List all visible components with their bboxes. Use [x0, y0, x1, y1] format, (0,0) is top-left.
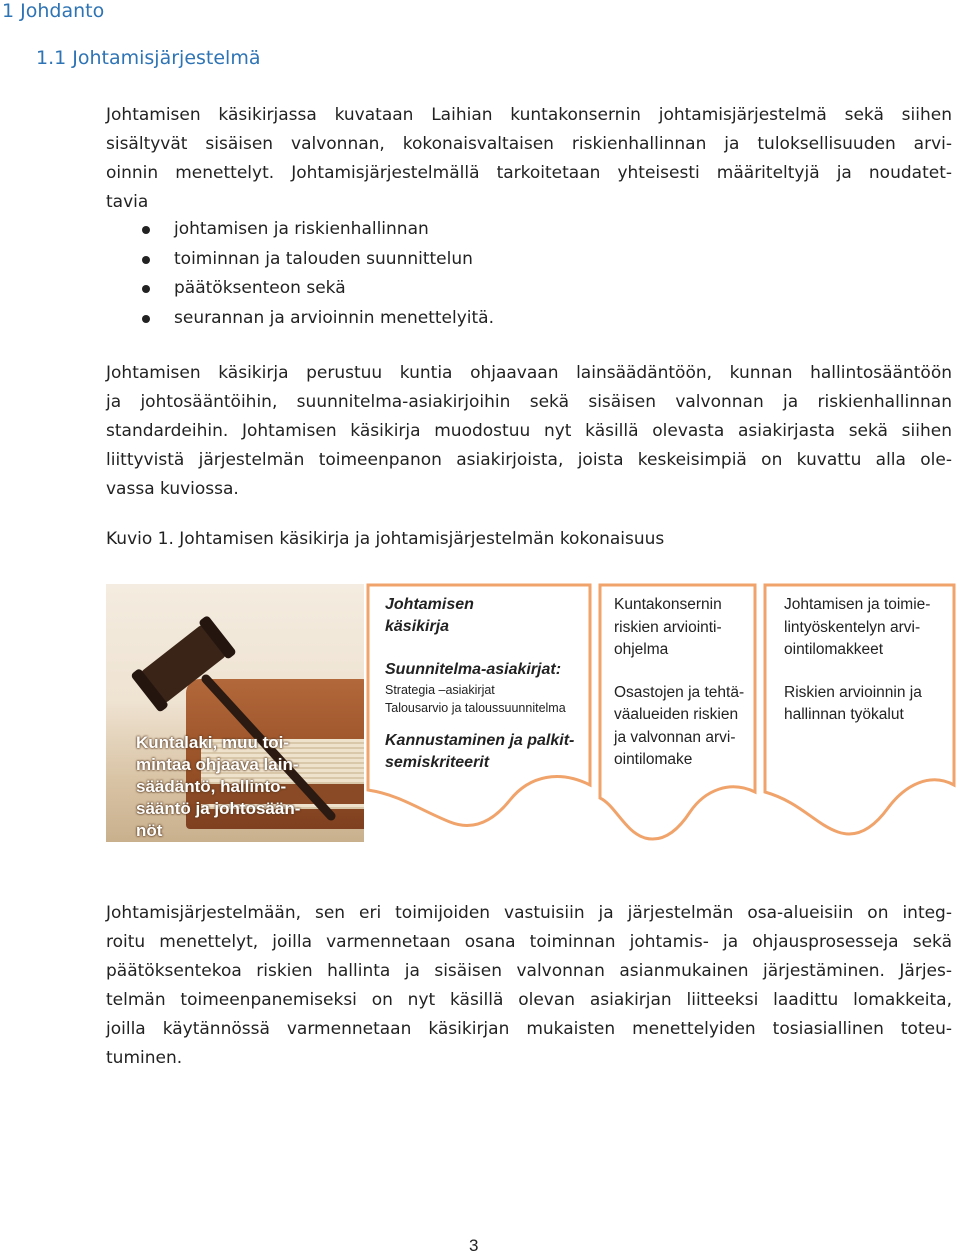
bullet-list [106, 215, 494, 333]
text-line: vassa kuviossa. [106, 479, 239, 499]
text-line: sääntö ja johtosään- [136, 799, 301, 818]
text-line: tavia [106, 192, 149, 212]
text-line: Strategia –asiakirjat [385, 683, 495, 697]
handbook-column [385, 594, 585, 774]
incentive-heading [385, 730, 585, 774]
intro-paragraph [106, 101, 952, 217]
text-line: Kannustaminen ja palkit- [385, 732, 575, 749]
risk-tools [784, 682, 952, 727]
text-line: Johtamisen ja toimie- [784, 596, 931, 613]
list-item: toiminnan ja talouden suunnittelun [106, 245, 494, 275]
implementation-paragraph [106, 899, 952, 1073]
list-item: johtamisen ja riskienhallinnan [106, 215, 494, 245]
figure-caption: Kuvio 1. Johtamisen käsikirja ja johtamisjärjestelmän kokonaisuus [106, 529, 665, 549]
text-line: hallinnan työkalut [784, 706, 904, 723]
text-line: Osastojen ja tehtä- [614, 683, 745, 701]
text-line: väalueiden riskien [614, 706, 739, 723]
plans-list [385, 681, 585, 717]
page-number: 3 [469, 1236, 479, 1255]
risk-program [614, 594, 764, 662]
text-line: käsikirja [385, 618, 450, 635]
text-line: sisältyvät sisäisen valvonnan, kokonaisvaltaisen riskienhallinnan ja tuloksellisuuden arvi- [106, 134, 952, 154]
text-line: semiskriteerit [385, 754, 490, 771]
text-line: Johtamisjärjestelmään, sen eri toimijoiden vastuisiin ja järjestelmän osa-alueisiin on integ- [106, 903, 952, 923]
text-line: riskien arviointi- [614, 618, 722, 636]
text-line: joilla käytännössä varmennetaan käsikirjan mukaisten menettelyiden tosiasiallinen toteu- [106, 1019, 952, 1039]
text-line: liittyvistä järjestelmän toimeenpanon asiakirjoista, joista keskeisimpiä on kuvattu alla ole- [106, 450, 952, 470]
section-heading: 1.1 Johtamisjärjestelmä [36, 47, 261, 69]
text-line: tuminen. [106, 1048, 183, 1068]
text-line: Johtamisen käsikirja perustuu kuntia ohjaavaan lainsäädäntöön, kunnan hallintosääntöön [106, 363, 952, 383]
evaluation-column [784, 594, 952, 727]
text-line: Kuntakonsernin [614, 596, 722, 613]
gavel-photo [106, 584, 364, 842]
plans-heading: Suunnitelma-asiakirjat: [385, 661, 562, 678]
text-line: Johtamisen [385, 596, 474, 613]
department-form [614, 682, 764, 772]
text-line: oinnin menettelyt. Johtamisjärjestelmällä tarkoitetaan yhteisesti määriteltyjä ja noudatet- [106, 163, 952, 183]
text-line: Riskien arvioinnin ja [784, 683, 922, 701]
text-line: Talousarvio ja taloussuunnitelma [385, 701, 566, 715]
text-line: ointilomakkeet [784, 641, 884, 658]
text-line: standardeihin. Johtamisen käsikirja muodostuu nyt käsillä olevasta asiakirjasta sekä siihen [106, 421, 952, 441]
text-line: mintaa ohjaava lain- [136, 755, 299, 774]
text-line: ohjelma [614, 641, 669, 658]
list-item: päätöksenteon sekä [106, 274, 494, 304]
column-heading [385, 594, 585, 638]
text-line: lintyöskentelyn arvi- [784, 618, 921, 636]
text-line: telmän toimeenpanemiseksi on nyt käsillä olevan asiakirjan liitteeksi laadittu lomakkeita, [106, 990, 952, 1010]
risk-assessment-column [614, 594, 764, 772]
legislation-label [136, 732, 346, 842]
text-line: ja valvonnan arvi- [614, 728, 736, 746]
text-line: roitu menettelyt, joilla varmennetaan osana toiminnan johtamis- ja ohjausprosesseja sekä [106, 932, 952, 952]
text-line: Kuntalaki, muu toi- [136, 733, 289, 752]
text-line: Johtamisen käsikirjassa kuvataan Laihian kuntakonsernin johtamisjärjestelmä sekä siihen [106, 105, 952, 125]
text-line: päätöksentekoa riskien hallinta ja sisäisen valvonnan asianmukainen järjestäminen. Järjes- [106, 961, 952, 981]
list-item: seurannan ja arvioinnin menettelyitä. [106, 304, 494, 334]
chapter-heading: 1 Johdanto [2, 0, 105, 22]
management-forms [784, 594, 952, 662]
text-line: ointilomake [614, 751, 693, 768]
text-line: ja johtosääntöihin, suunnitelma-asiakirjoihin sekä sisäisen valvonnan ja riskienhallinnan [106, 392, 952, 412]
text-line: säädäntö, hallinto- [136, 777, 287, 796]
basis-paragraph [106, 359, 952, 504]
text-line: nöt [136, 821, 163, 840]
